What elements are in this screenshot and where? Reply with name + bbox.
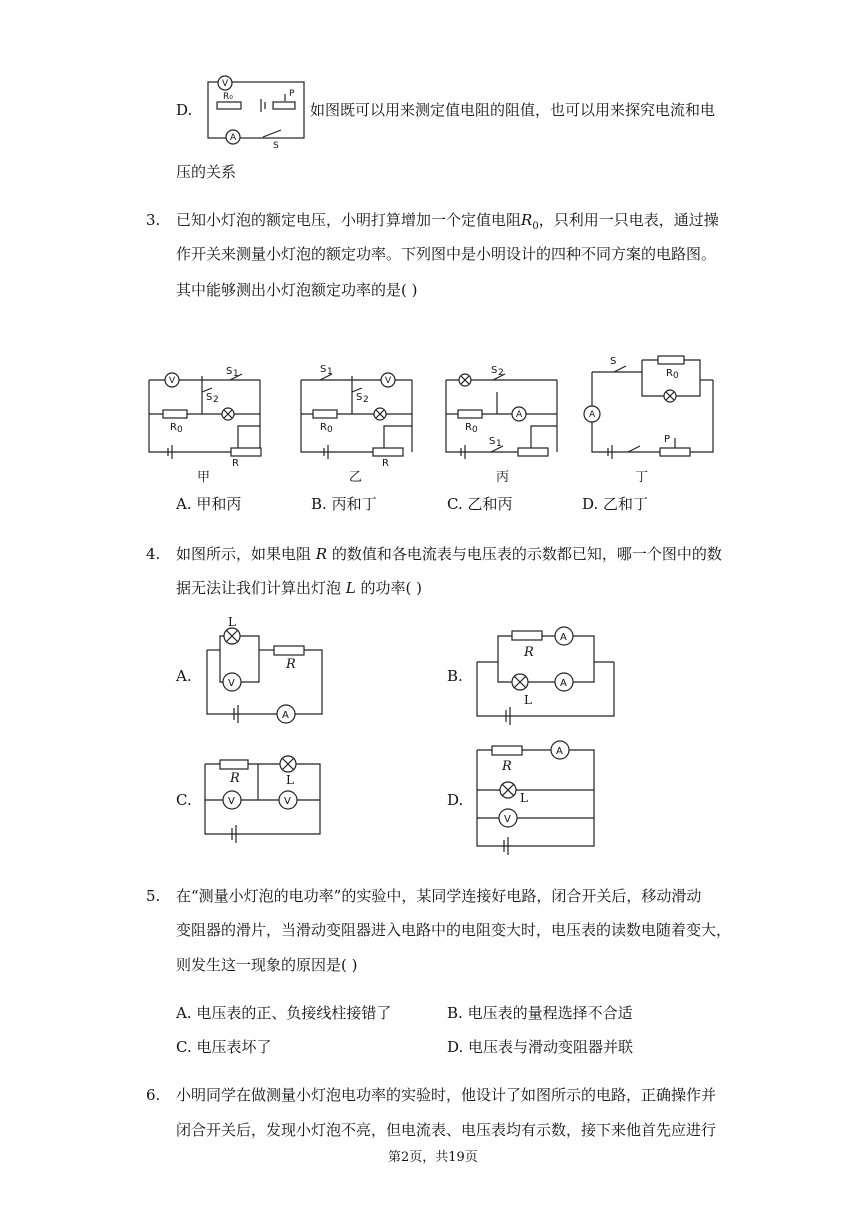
svg-text:A: A xyxy=(282,710,289,721)
svg-text:L: L xyxy=(228,615,236,629)
svg-text:1: 1 xyxy=(233,369,239,379)
svg-text:A: A xyxy=(230,133,237,143)
q3-line3: 其中能够测出小灯泡额定功率的是( ) xyxy=(176,281,418,299)
svg-text:A: A xyxy=(516,410,523,420)
q3-circuit-ding xyxy=(580,352,716,464)
svg-text:S: S xyxy=(226,366,233,377)
q4-option-d-key[interactable]: D. xyxy=(447,791,464,809)
q5-option-d-text: 电压表与滑动变阻器并联 xyxy=(468,1038,634,1056)
q3-number: 3. xyxy=(146,211,161,229)
q5-option-d-key: D. xyxy=(447,1038,464,1056)
q4-circuit-a xyxy=(204,615,326,721)
q5-option-a-key: A. xyxy=(176,1004,192,1022)
svg-text:R: R xyxy=(666,368,673,379)
svg-text:S: S xyxy=(206,392,213,403)
svg-text:A: A xyxy=(560,678,567,689)
q4-line2-var: L xyxy=(345,579,356,597)
q6-line2: 闭合开关后，发现小灯泡不亮，但电流表、电压表均有示数，接下来他首先应进行 xyxy=(176,1121,717,1139)
q3-option-c[interactable] xyxy=(447,494,513,514)
q3-option-c-key: C. xyxy=(447,495,463,513)
q3-line1-post: ，只利用一只电表，通过操 xyxy=(538,211,719,229)
q3-circuit-yi xyxy=(298,362,416,469)
svg-text:V: V xyxy=(385,376,392,386)
svg-text:A: A xyxy=(560,632,567,643)
svg-text:V: V xyxy=(228,796,235,807)
q4-line1 xyxy=(176,544,722,564)
option-d-label: D. xyxy=(176,101,193,119)
q4-circuit-d xyxy=(474,738,600,856)
svg-text:R: R xyxy=(524,645,534,660)
svg-text:0: 0 xyxy=(177,425,183,435)
q4-line1-pre: 如图所示，如果电阻 xyxy=(176,545,312,563)
svg-text:R₀: R₀ xyxy=(223,92,233,102)
svg-text:0: 0 xyxy=(472,425,478,435)
svg-text:R: R xyxy=(232,458,239,469)
q5-number: 5. xyxy=(146,887,161,905)
q3-caption-jia: 甲 xyxy=(197,470,211,485)
q3-option-d-key: D. xyxy=(582,495,599,513)
svg-text:2: 2 xyxy=(363,395,369,405)
q4-line1-post: 的数值和各电流表与电压表的示数都已知，哪一个图中的数 xyxy=(331,545,722,563)
svg-text:P: P xyxy=(289,89,295,99)
q5-option-c-text: 电压表坏了 xyxy=(196,1038,272,1056)
option-d-circuit-diagram xyxy=(203,74,309,151)
q3-option-b-text: 丙和丁 xyxy=(331,495,377,513)
q4-option-a-key[interactable]: A. xyxy=(176,667,192,685)
page-footer: 第2页，共19页 xyxy=(388,1150,478,1165)
svg-text:L: L xyxy=(524,693,532,707)
svg-text:S: S xyxy=(610,356,617,367)
svg-text:0: 0 xyxy=(327,425,333,435)
q3-circuit-jia xyxy=(146,362,264,469)
q4-line2-pre: 据无法让我们计算出灯泡 xyxy=(176,579,342,597)
q3-option-b-key: B. xyxy=(311,495,327,513)
svg-text:2: 2 xyxy=(498,368,504,378)
svg-text:R: R xyxy=(170,422,177,433)
svg-text:R: R xyxy=(230,771,240,786)
svg-text:0: 0 xyxy=(673,371,679,381)
q6-number: 6. xyxy=(146,1086,161,1104)
svg-text:S: S xyxy=(356,392,363,403)
q4-option-c-key[interactable]: C. xyxy=(176,791,192,809)
q3-option-a-key: A. xyxy=(176,495,192,513)
q3-option-c-text: 乙和丙 xyxy=(467,495,513,513)
q5-line1: 在“测量小灯泡的电功率”的实验中，某同学连接好电路，闭合开关后，移动滑动 xyxy=(176,887,702,905)
q3-caption-ding: 丁 xyxy=(635,470,649,485)
q3-line1-var: R xyxy=(521,211,533,229)
q4-line1-var: R xyxy=(315,545,328,563)
svg-text:A: A xyxy=(589,410,596,420)
svg-text:V: V xyxy=(228,678,235,689)
svg-text:R: R xyxy=(382,458,389,469)
svg-text:S: S xyxy=(320,364,327,375)
svg-text:2: 2 xyxy=(213,395,219,405)
q5-option-c-key: C. xyxy=(176,1038,192,1056)
q4-number: 4. xyxy=(146,545,161,563)
q5-option-a-text: 电压表的正、负接线柱接错了 xyxy=(196,1004,392,1022)
svg-text:V: V xyxy=(504,814,511,825)
svg-text:R: R xyxy=(320,422,327,433)
svg-text:R: R xyxy=(465,422,472,433)
svg-text:V: V xyxy=(169,376,176,386)
q4-line2-post: 的功率( ) xyxy=(360,579,423,597)
q6-line1: 小明同学在做测量小灯泡电功率的实验时，他设计了如图所示的电路，正确操作并 xyxy=(176,1086,717,1104)
svg-text:S: S xyxy=(273,141,279,151)
svg-text:L: L xyxy=(286,773,294,787)
svg-text:R: R xyxy=(502,759,512,774)
q3-caption-yi: 乙 xyxy=(349,470,363,485)
q5-option-d[interactable] xyxy=(447,1037,633,1057)
q5-line3: 则发生这一现象的原因是( ) xyxy=(176,956,358,974)
q3-option-b[interactable] xyxy=(311,494,377,514)
svg-text:1: 1 xyxy=(327,367,333,377)
option-d-text-line2: 压的关系 xyxy=(176,163,237,181)
q3-line1-sub: 0 xyxy=(532,221,539,232)
q3-circuit-bing xyxy=(443,362,561,462)
svg-text:P: P xyxy=(664,434,671,445)
q4-option-b-key[interactable]: B. xyxy=(447,667,463,685)
q5-option-b[interactable] xyxy=(447,1003,633,1023)
svg-text:L: L xyxy=(520,791,528,805)
q3-option-d[interactable] xyxy=(582,494,648,514)
q4-circuit-b xyxy=(474,620,620,720)
option-d-text-line1: 如图既可以用来测定值电阻的阻值，也可以用来探究电流和电 xyxy=(310,101,716,119)
q5-option-c[interactable] xyxy=(176,1037,272,1057)
q3-line1-pre: 已知小灯泡的额定电压，小明打算增加一个定值电阻 xyxy=(176,211,522,229)
svg-text:A: A xyxy=(556,746,563,757)
q5-option-b-text: 电压表的量程选择不合适 xyxy=(467,1004,633,1022)
q3-option-d-text: 乙和丁 xyxy=(603,495,649,513)
svg-text:V: V xyxy=(222,79,229,89)
q3-line1 xyxy=(176,210,719,237)
q4-line2 xyxy=(176,578,422,598)
svg-text:S: S xyxy=(491,365,498,376)
q4-circuit-c xyxy=(202,752,326,846)
q5-line2: 变阻器的滑片，当滑动变阻器进入电路中的电阻变大时，电压表的读数电随着变大， xyxy=(176,921,732,939)
svg-text:R: R xyxy=(286,657,296,672)
q3-option-a-text: 甲和丙 xyxy=(196,495,242,513)
q5-option-a[interactable] xyxy=(176,1003,391,1023)
q5-option-b-key: B. xyxy=(447,1004,463,1022)
svg-text:V: V xyxy=(284,796,291,807)
q3-option-a[interactable] xyxy=(176,494,241,514)
svg-text:1: 1 xyxy=(496,439,502,449)
svg-text:S: S xyxy=(489,436,496,447)
q3-caption-bing: 丙 xyxy=(496,470,510,485)
q3-line2: 作开关来测量小灯泡的额定功率。下列图中是小明设计的四种不同方案的电路图。 xyxy=(176,245,717,263)
